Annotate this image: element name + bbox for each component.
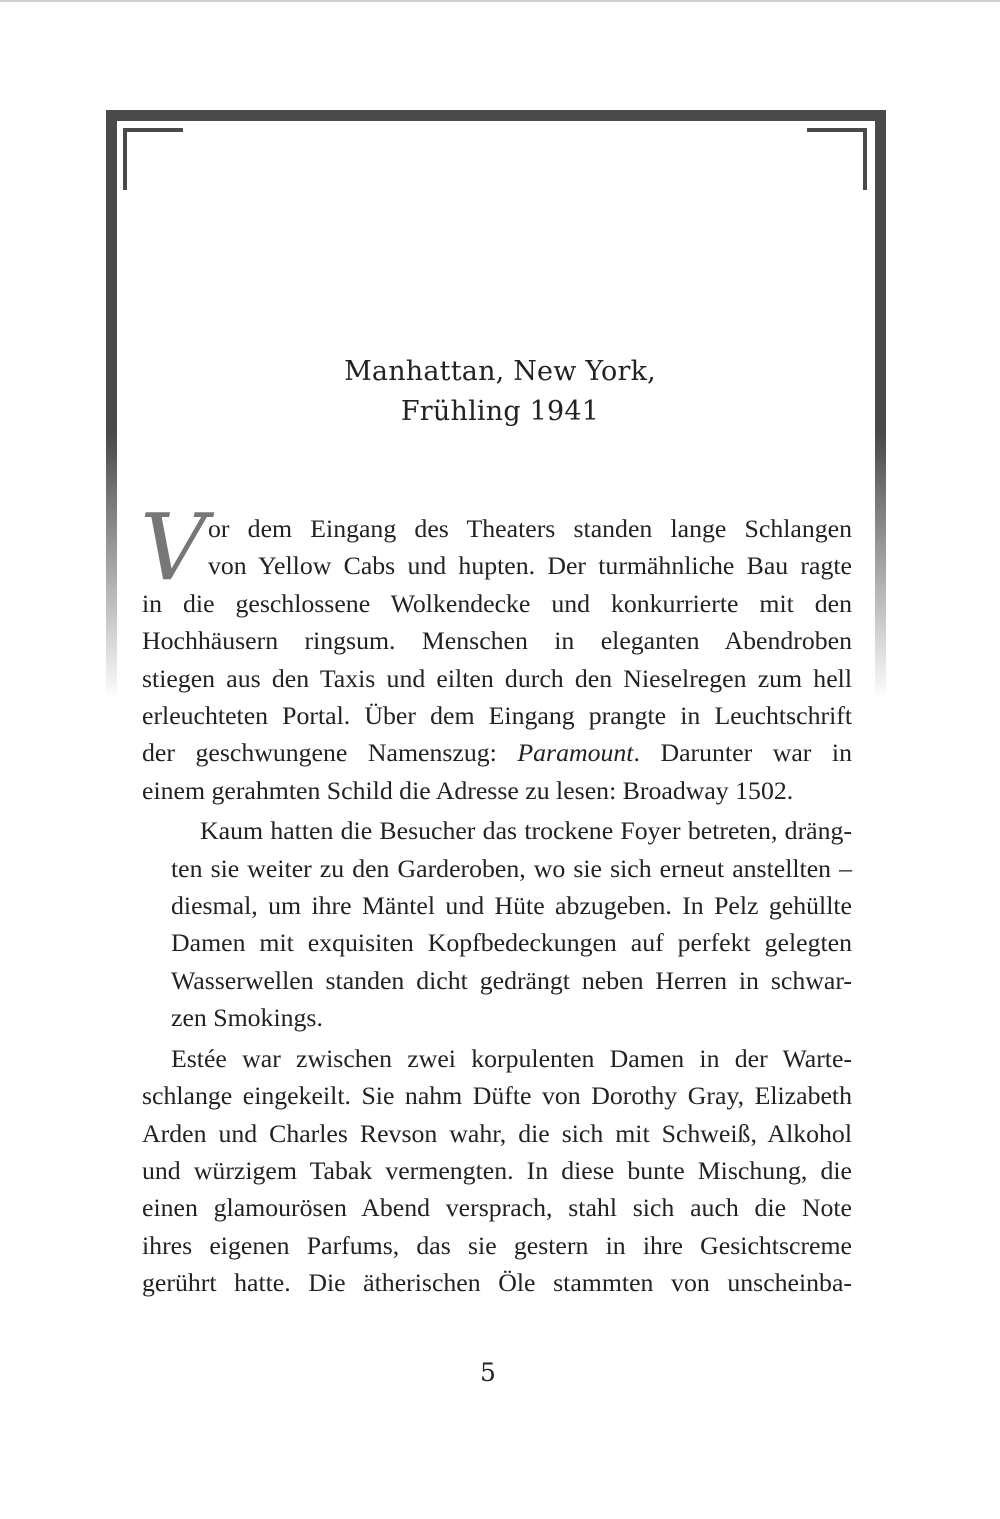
text-segment: der geschwungene Namenszug: [142,738,497,768]
text-line: or dem Eingang des Theaters standen lange Schlangen [208,514,852,543]
text-line: stiegen aus den Taxis und eilten durch den Nieselregen zum hell [142,663,852,693]
text-line: Hochhäusern ringsum. Menschen in eleganten Abendroben [142,626,852,656]
text-line: von Yellow Cabs und hupten. Der turmähnliche Bau ragte [208,551,852,581]
theater-name: Paramount [517,738,634,768]
text-line: und würzigem Tabak vermengten. In diese bunte Mischung, die [142,1155,852,1185]
text-line: in die geschlossene Wolkendecke und konkurrierte mit den [142,588,852,618]
text-line: schlange eingekeilt. Sie nahm Düfte von Dorothy Gray, Elizabeth [142,1081,852,1111]
paragraph-1 [140,494,852,809]
text-line: diesmal, um ihre Mäntel und Hüte abzugeben. In Pelz gehüllte [171,891,852,921]
text-line: Wasserwellen standen dicht gedrängt neben Herren in schwar- [171,965,852,995]
text-line: Kaum hatten die Besucher das trockene Foyer betreten, dräng- [200,816,852,846]
text-line: ihres eigenen Parfums, das sie gestern in ihre Gesichtscreme [142,1230,852,1260]
text-segment: . Darunter war in [633,738,852,768]
frame-corner-right-ornament [807,128,867,190]
text-line: erleuchteten Portal. Über dem Eingang prangte in Leuchtschrift [142,701,852,731]
text-line: einen glamourösen Abend versprach, stahl sich auch die Note [142,1193,852,1223]
paragraph-3 [142,1040,852,1302]
frame-corner-left-ornament [123,128,183,190]
text-line: ten sie weiter zu den Garderoben, wo sie sich erneut anstellten – [171,853,852,883]
text-line: zen Smokings. [171,1003,323,1033]
text-line: Damen mit exquisiten Kopfbedeckungen auf perfekt gelegten [171,928,852,958]
drop-cap: V [140,494,207,601]
page-top-rule [0,0,1000,2]
chapter-heading [140,352,860,432]
body-text [140,494,852,1305]
decorative-frame-left [106,110,117,700]
page-number: 5 [480,1358,496,1387]
text-line-with-title [142,734,852,771]
decorative-frame-top [106,110,886,121]
paragraph-2 [142,812,852,1036]
heading-place: Manhattan, New York, [344,356,656,387]
text-line: Arden und Charles Revson wahr, die sich mit Schweiß, Alkohol [142,1118,852,1148]
heading-date: Frühling 1941 [400,396,600,427]
text-line: Estée war zwischen zwei korpulenten Damen in der Warte- [171,1043,852,1073]
decorative-frame-right [875,110,886,700]
text-line: gerührt hatte. Die ätherischen Öle stammten von unscheinba- [142,1268,852,1298]
text-line: einem gerahmten Schild die Adresse zu lesen: Broadway 1502. [142,775,794,805]
